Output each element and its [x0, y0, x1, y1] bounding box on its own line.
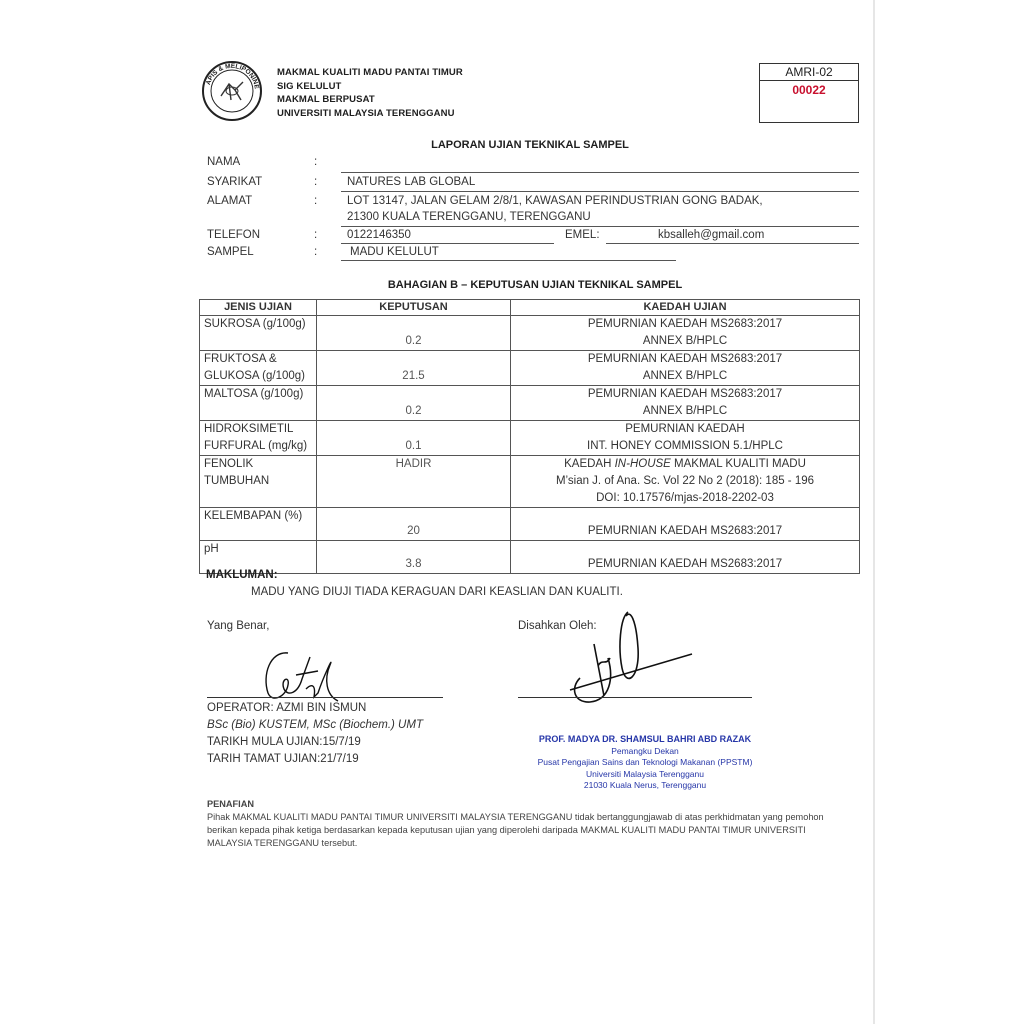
header-jenis-ujian: JENIS UJIAN [200, 300, 317, 316]
telefon-value: 0122146350 [347, 229, 411, 241]
test-name-line: KELEMBAPAN (%) [204, 510, 303, 522]
test-result: 0.1 [317, 421, 511, 456]
emel-underline [606, 243, 859, 244]
test-method [511, 508, 860, 541]
test-method [511, 351, 860, 386]
sampel-value: MADU KELULUT [350, 246, 439, 258]
method-prefix: KAEDAH [564, 458, 615, 470]
table-row [200, 421, 860, 456]
test-method [511, 541, 860, 574]
method-line: ANNEX B/HPLC [642, 370, 728, 382]
telefon-underline [341, 243, 554, 244]
test-result: 20 [317, 508, 511, 541]
sampel-underline [341, 260, 676, 261]
test-start-date: TARIKH MULA UJIAN:15/7/19 [207, 736, 361, 748]
test-method [511, 316, 860, 351]
test-end-date: TARIH TAMAT UJIAN:21/7/19 [207, 753, 359, 765]
stamp-title: Pemangku Dekan [611, 745, 679, 756]
test-name [200, 351, 317, 386]
syarikat-underline [341, 191, 859, 192]
approver-signature [560, 608, 700, 708]
makluman-heading: MAKLUMAN: [206, 569, 278, 581]
disahkan-oleh: Disahkan Oleh: [518, 620, 597, 632]
test-name-line: FRUKTOSA & [204, 353, 277, 365]
report-title: LAPORAN UJIAN TEKNIKAL SAMPEL [431, 139, 629, 151]
test-name-line: HIDROKSIMETIL [204, 423, 294, 435]
sampel-label: SAMPEL [207, 246, 254, 258]
method-line: INT. HONEY COMMISSION 5.1/HPLC [587, 440, 783, 452]
test-name-line: GLUKOSA (g/100g) [204, 370, 305, 382]
test-result: HADIR [317, 456, 511, 508]
method-line: ANNEX B/HPLC [642, 405, 728, 417]
serial-number: 00022 [792, 83, 826, 97]
test-name [200, 508, 317, 541]
table-row [200, 386, 860, 421]
operator-signature-line [207, 697, 443, 698]
test-name-line: FENOLIK [204, 458, 254, 470]
syarikat-value: NATURES LAB GLOBAL [347, 176, 476, 188]
method-line: PEMURNIAN KAEDAH MS2683:2017 [587, 525, 783, 537]
test-name-line: pH [204, 543, 219, 555]
table-row [200, 316, 860, 351]
method-line: PEMURNIAN KAEDAH MS2683:2017 [587, 353, 783, 365]
method-suffix: MAKMAL KUALITI MADU [670, 458, 806, 470]
table-row [200, 456, 860, 508]
test-name [200, 421, 317, 456]
stamp-university: Universiti Malaysia Terengganu [586, 768, 704, 779]
test-result: 21.5 [317, 351, 511, 386]
test-result: 0.2 [317, 386, 511, 421]
makluman-text: MADU YANG DIUJI TIADA KERAGUAN DARI KEASLIAN DAN KUALITI. [251, 586, 623, 598]
method-line: PEMURNIAN KAEDAH MS2683:2017 [587, 318, 783, 330]
svg-text:APIS & MELIPONINE: APIS & MELIPONINE [204, 62, 260, 90]
alamat-line2: 21300 KUALA TERENGGANU, TERENGGANU [347, 211, 591, 223]
org-line: SIG KELULUT [277, 80, 342, 92]
test-method [511, 386, 860, 421]
table-row [200, 541, 860, 574]
colon: : [314, 229, 318, 241]
approver-signature-line [518, 697, 752, 698]
alamat-label: ALAMAT [207, 195, 253, 207]
emel-value: kbsalleh@gmail.com [658, 229, 765, 241]
test-name [200, 316, 317, 351]
page-edge [873, 0, 875, 1024]
org-line: MAKMAL KUALITI MADU PANTAI TIMUR [277, 67, 463, 78]
test-method [511, 421, 860, 456]
method-line: DOI: 10.17576/mjas-2018-2202-03 [596, 492, 774, 504]
method-line: M’sian J. of Ana. Sc. Vol 22 No 2 (2018): 185 - 196 [555, 475, 815, 487]
header-keputusan: KEPUTUSAN [317, 300, 511, 316]
test-result: 0.2 [317, 316, 511, 351]
header-kaedah-ujian: KAEDAH UJIAN [511, 300, 860, 316]
method-italic: IN-HOUSE [614, 458, 671, 470]
colon: : [314, 246, 318, 258]
stamp-name: PROF. MADYA DR. SHAMSUL BAHRI ABD RAZAK [538, 734, 752, 744]
lab-logo [201, 60, 263, 122]
official-stamp [520, 734, 770, 792]
method-line: PEMURNIAN KAEDAH [625, 423, 745, 435]
syarikat-label: SYARIKAT [207, 176, 263, 188]
test-name-line: TUMBUHAN [204, 475, 270, 487]
nama-label: NAMA [207, 156, 241, 168]
operator-qualification: BSc (Bio) KUSTEM, MSc (Biochem.) UMT [207, 719, 423, 731]
test-name-line: MALTOSA (g/100g) [204, 388, 304, 400]
form-code-box [759, 63, 859, 123]
disclaimer [207, 798, 847, 850]
telefon-label: TELEFON [207, 229, 261, 241]
alamat-line1: LOT 13147, JALAN GELAM 2/8/1, KAWASAN PERINDUSTRIAN GONG BADAK, [347, 195, 763, 207]
org-line: UNIVERSITI MALAYSIA TERENGGANU [277, 107, 455, 119]
colon: : [314, 195, 318, 207]
disclaimer-heading: PENAFIAN [207, 799, 254, 809]
colon: : [314, 156, 318, 168]
yang-benar: Yang Benar, [207, 620, 270, 632]
colon: : [314, 176, 318, 188]
disclaimer-text: Pihak MAKMAL KUALITI MADU PANTAI TIMUR UNIVERSITI MALAYSIA TERENGGANU tidak bertanggungjawab di atas perkhidmatan yang pemohon berikan kepada pihak ketiga berdasarkan kepada keputusan ujian yang diperolehi daripada MAKMAL KUALITI MADU PANTAI TIMUR UNIVERSITI MALAYSIA TERENGGANU tersebut. [207, 812, 824, 848]
table-header-row [200, 300, 860, 316]
nama-underline [341, 172, 859, 173]
organization-block [277, 66, 463, 120]
test-name-line: FURFURAL (mg/kg) [204, 440, 308, 452]
method-line: ANNEX B/HPLC [642, 335, 728, 347]
stamp-address: 21030 Kuala Nerus, Terengganu [583, 780, 707, 790]
org-line: MAKMAL BERPUSAT [277, 94, 375, 105]
method-line: PEMURNIAN KAEDAH MS2683:2017 [587, 558, 783, 570]
section-b-title: BAHAGIAN B – KEPUTUSAN UJIAN TEKNIKAL SAMPEL [387, 279, 683, 291]
test-name-line: SUKROSA (g/100g) [204, 318, 306, 330]
test-result: 3.8 [317, 541, 511, 574]
test-method [511, 456, 860, 508]
test-name [200, 456, 317, 508]
alamat-underline [341, 226, 859, 227]
method-line: PEMURNIAN KAEDAH MS2683:2017 [587, 388, 783, 400]
table-row [200, 508, 860, 541]
stamp-faculty: Pusat Pengajian Sains dan Teknologi Makanan (PPSTM) [537, 757, 753, 767]
method-line [515, 456, 855, 473]
emel-label: EMEL: [565, 229, 600, 241]
table-row [200, 351, 860, 386]
form-code: AMRI-02 [760, 64, 858, 81]
test-name [200, 386, 317, 421]
operator-name: OPERATOR: AZMI BIN ISMUN [207, 702, 367, 714]
results-table [199, 299, 860, 574]
